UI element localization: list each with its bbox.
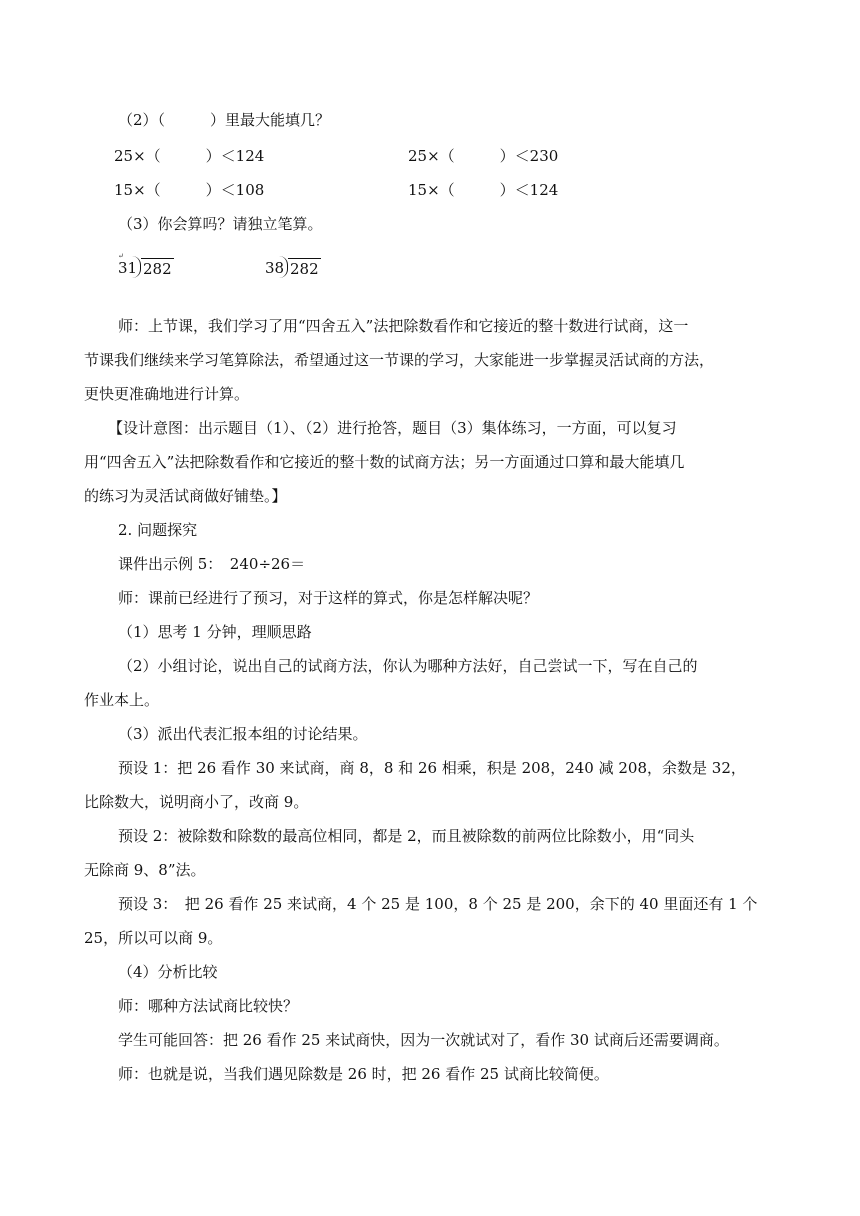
division-bracket bbox=[279, 256, 288, 278]
preset-2-line-2: 无除商 9、8”法。 bbox=[84, 861, 206, 879]
step-2-line-1: （2）小组讨论，说出自己的试商方法，你认为哪种方法好，自己尝试一下，写在自己的 bbox=[118, 657, 698, 675]
preset-2-line-1: 预设 2：被除数和除数的最高位相同，都是 2，而且被除数的前两位比除数小，用“同头 bbox=[118, 827, 695, 845]
question-2-title: （2）（ ）里最大能填几？ bbox=[118, 111, 331, 129]
section-heading: 2. 问题探究 bbox=[118, 521, 198, 539]
teacher-question: 师：课前已经进行了预习，对于这样的算式，你是怎样解决呢？ bbox=[118, 589, 539, 607]
division-bracket bbox=[132, 256, 141, 278]
preset-1-line-1: 预设 1：把 26 看作 30 来试商，商 8，8 和 26 相乘，积是 208，240 减 208，余数是 32， bbox=[118, 759, 746, 777]
example-prompt: 课件出示例 5： 240÷26＝ bbox=[118, 555, 306, 573]
inequality-2-right: 15×（ ）＜124 bbox=[408, 181, 559, 199]
step-1: （1）思考 1 分钟，理顺思路 bbox=[118, 623, 312, 641]
dividend: 282 bbox=[143, 260, 172, 278]
design-intent-line-2: 用“四舍五入”法把除数看作和它接近的整十数的试商方法；另一方面通过口算和最大能填几 bbox=[84, 453, 685, 471]
teacher-question-2: 师：哪种方法试商比较快？ bbox=[118, 997, 299, 1015]
step-2-line-2: 作业本上。 bbox=[84, 691, 160, 709]
divisor: 38 bbox=[265, 259, 285, 277]
paragraph-mark: ↵ bbox=[118, 252, 124, 260]
inequality-1-right: 25×（ ）＜230 bbox=[408, 147, 559, 165]
divisor: 31 bbox=[118, 259, 138, 277]
step-3: （3）派出代表汇报本组的讨论结果。 bbox=[118, 725, 368, 743]
step-4: （4）分析比较 bbox=[118, 963, 218, 981]
preset-1-line-2: 比除数大，说明商小了，改商 9。 bbox=[84, 793, 309, 811]
inequality-1-left: 25×（ ）＜124 bbox=[114, 147, 265, 165]
dividend: 282 bbox=[290, 260, 319, 278]
teacher-intro-line-1: 师：上节课，我们学习了用“四舍五入”法把除数看作和它接近的整十数进行试商，这一 bbox=[118, 317, 689, 335]
teacher-intro-line-2: 节课我们继续来学习笔算除法，希望通过这一节课的学习，大家能进一步掌握灵活试商的方法， bbox=[84, 351, 715, 369]
long-division-2 bbox=[263, 252, 343, 282]
design-intent-line-1: 【设计意图：出示题目（1）、（2）进行抢答，题目（3）集体练习，一方面，可以复习 bbox=[108, 419, 677, 437]
inequality-2-left: 15×（ ）＜108 bbox=[114, 181, 265, 199]
teacher-intro-line-3: 更快更准确地进行计算。 bbox=[84, 385, 250, 403]
student-answer: 学生可能回答：把 26 看作 25 来试商快，因为一次就试对了，看作 30 试商后还需要调商。 bbox=[118, 1031, 729, 1049]
teacher-summary: 师：也就是说，当我们遇见除数是 26 时，把 26 看作 25 试商比较简便。 bbox=[118, 1065, 609, 1083]
preset-3-line-1: 预设 3： 把 26 看作 25 来试商，4 个 25 是 100，8 个 25 是 200，余下的 40 里面还有 1 个 bbox=[118, 895, 758, 913]
long-division-1 bbox=[116, 252, 196, 282]
question-3-title: （3）你会算吗？请独立笔算。 bbox=[118, 215, 323, 233]
design-intent-line-3: 的练习为灵活试商做好铺垫。】 bbox=[84, 487, 287, 505]
preset-3-line-2: 25，所以可以商 9。 bbox=[84, 929, 223, 947]
